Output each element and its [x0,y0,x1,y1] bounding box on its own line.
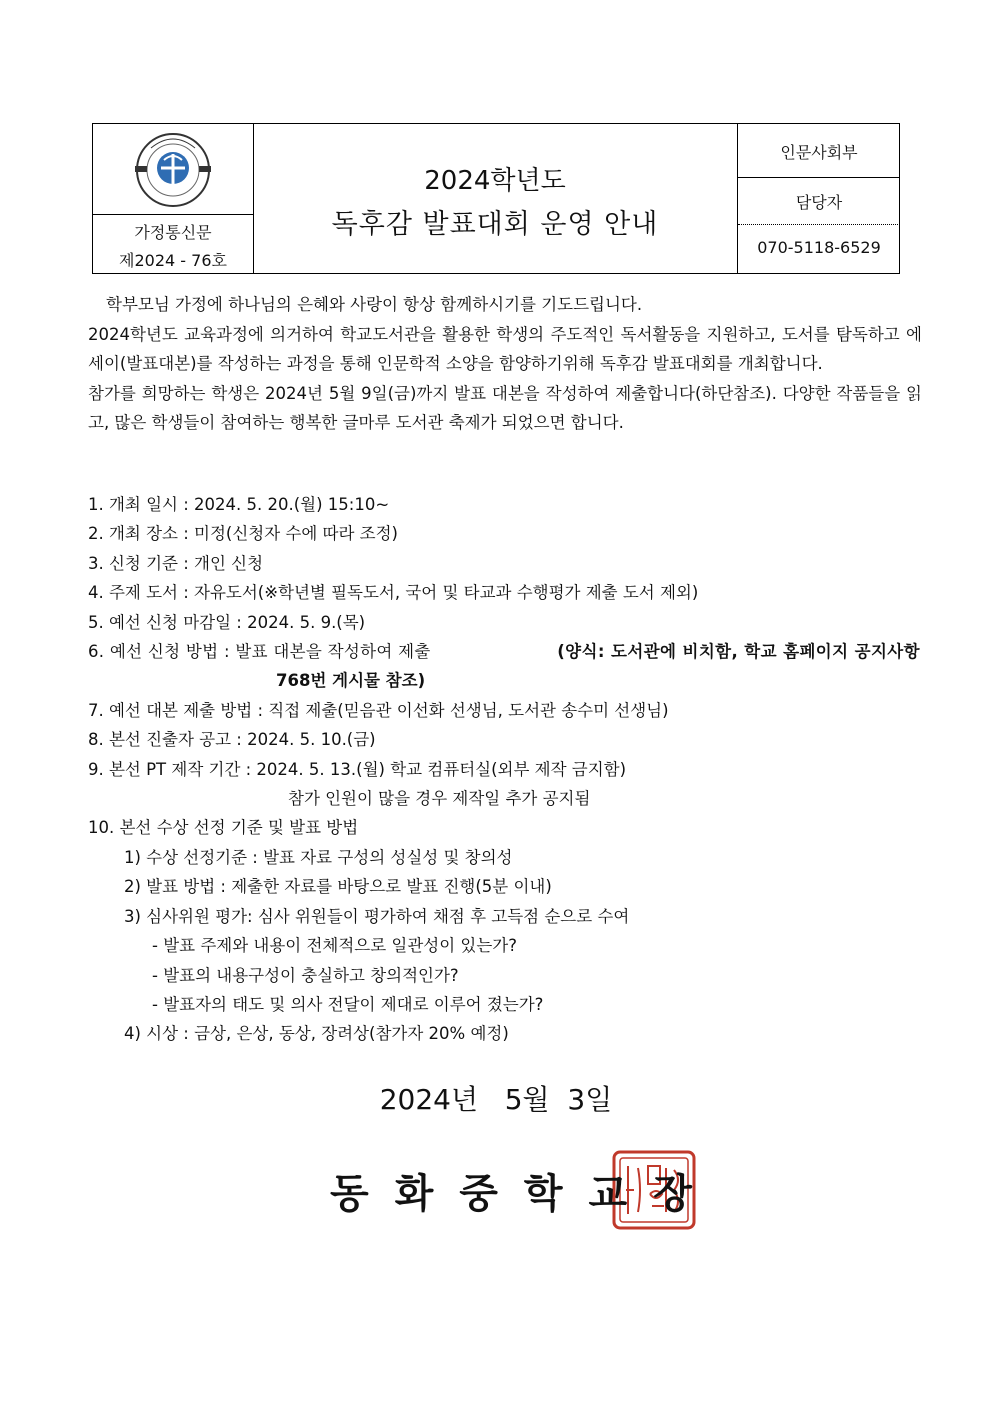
list-item: 10. 본선 수상 선정 기준 및 발표 방법 [88,818,359,838]
department-label: 인문사회부 [780,143,858,162]
purpose-paragraph: 2024학년도 교육과정에 의거하여 학교도서관을 활용한 학생의 주도적인 독서활동을 지원하고, 도서를 탐독하고 에세이(발표대본)를 작성하는 과정을 통해 인문학적 소양을 함양하기위해 독후감 발표대회를 개최합니다. [88,324,922,373]
participation-paragraph: 참가를 희망하는 학생은 2024년 5월 9일(금)까지 발표 대본을 작성하여 제출합니다(하단참조). 다양한 작품들을 읽고, 많은 학생들이 참여하는 행복한 글마루 도서관 축제가 되었으면 합니다. [88,383,922,432]
header-right-column [737,124,900,273]
list-item: 1. 개최 일시 : 2024. 5. 20.(월) 15:10~ [88,495,390,514]
list-item-bold-text: (양식: 도서관에 비치함, 학교 홈페이지 공지사항 [557,642,920,662]
title-year: 2024학년도 [424,166,566,196]
doc-type-label: 가정통신문 [134,223,212,242]
phone-number: 070-5118-6529 [757,238,881,257]
list-item: 8. 본선 진출자 공고 : 2024. 5. 10.(금) [88,730,376,750]
principal-signature: 동화중학교장 [330,1171,718,1217]
page-title: 독후감 발표대회 운영 안내 [331,209,659,240]
issue-date: 2024년 5월 3일 [379,1083,613,1116]
criteria-item: - 발표자의 태도 및 의사 전달이 제대로 이루어 졌는가? [152,994,544,1014]
list-item-text: 6. 예선 신청 방법 : 발표 대본을 작성하여 제출 [88,642,431,662]
sub-item: 2) 발표 방법 : 제출한 자료를 바탕으로 발표 진행(5분 이내) [124,877,552,897]
list-item: 5. 예선 신청 마감일 : 2024. 5. 9.(목) [88,612,366,632]
list-item-continuation: 참가 인원이 많을 경우 제작일 추가 공지됨 [288,789,591,809]
school-logo-icon [131,130,215,210]
intro-section [88,290,922,438]
list-item: 7. 예선 대본 제출 방법 : 직접 제출(믿음관 이선화 선생님, 도서관 송수미 선생님) [88,700,669,720]
list-item [88,637,920,666]
list-item: 2. 개최 장소 : 미정(신청자 수에 따라 조정) [88,524,398,544]
school-logo [93,124,253,215]
list-item: 4. 주제 도서 : 자유도서(※학년별 필독도서, 국어 및 타교과 수행평가 제출 도서 제외) [88,583,699,603]
header-left-column [93,124,254,273]
title-block [253,124,737,273]
divider [738,177,900,178]
criteria-item: - 발표의 내용구성이 충실하고 창의적인가? [152,965,459,985]
list-item-continuation: 768번 게시물 참조) [276,671,426,691]
greeting-paragraph: 학부모님 가정에 하나님의 은혜와 사랑이 항상 함께하시기를 기도드립니다. [106,295,643,314]
list-item: 3. 신청 기준 : 개인 신청 [88,553,264,573]
header-table [92,123,900,274]
details-list [88,490,922,1049]
contact-label: 담당자 [795,193,843,212]
list-item: 9. 본선 PT 제작 기간 : 2024. 5. 13.(월) 학교 컴퓨터실(외부 제작 금지함) [88,759,627,779]
doc-number-label: 제2024 - 76호 [119,251,227,270]
sub-item: 3) 심사위원 평가: 심사 위원들이 평가하여 채점 후 고득점 순으로 수여 [124,906,630,926]
criteria-item: - 발표 주제와 내용이 전체적으로 일관성이 있는가? [152,936,517,956]
sub-item: 4) 시상 : 금상, 은상, 동상, 장려상(참가자 20% 예정) [124,1024,509,1044]
divider [738,224,900,225]
sub-item: 1) 수상 선정기준 : 발표 자료 구성의 성실성 및 창의성 [124,847,513,867]
